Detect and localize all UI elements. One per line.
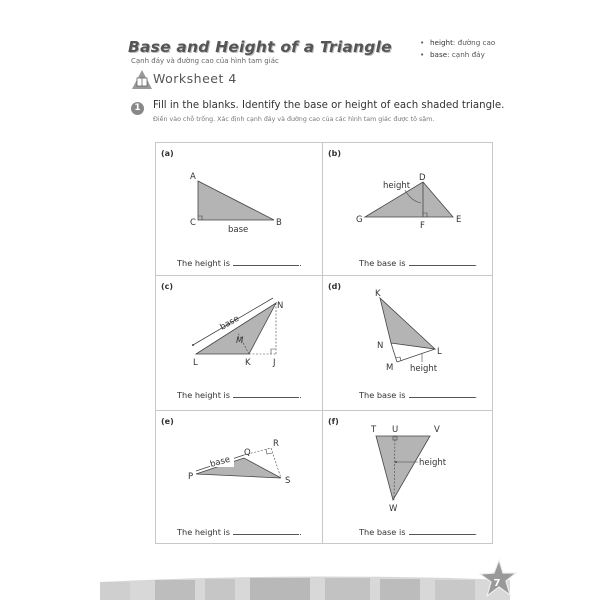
answer-line: The base is . (359, 390, 478, 400)
svg-text:R: R (273, 439, 279, 449)
problem-cell-b (323, 143, 493, 276)
problem-cell-d (323, 276, 493, 411)
question-text: Fill in the blanks. Identify the base or height of each shaded triangle. (153, 100, 505, 111)
svg-text:N: N (277, 301, 284, 311)
problem-label: (e) (161, 417, 174, 426)
problem-cell-c (156, 276, 323, 411)
answer-prompt: The height is (177, 390, 231, 400)
answer-blank[interactable] (233, 527, 299, 535)
svg-text:Q: Q (244, 448, 251, 458)
answer-line: The base is . (359, 258, 478, 268)
answer-line: The height is . (177, 390, 302, 400)
answer-blank[interactable] (409, 258, 475, 266)
svg-text:G: G (356, 215, 363, 225)
answer-line: The base is . (359, 527, 478, 537)
svg-text:B: B (276, 218, 282, 228)
answer-blank[interactable] (233, 390, 299, 398)
svg-text:V: V (434, 425, 440, 435)
triangle-diagram-e (156, 411, 323, 511)
triangle-diagram-a (156, 143, 323, 243)
svg-text:height: height (419, 458, 447, 468)
vocab-term: base (430, 50, 448, 59)
svg-text:J: J (273, 358, 276, 368)
svg-text:A: A (190, 172, 196, 182)
answer-prompt: The height is (177, 258, 231, 268)
triangle-diagram-f (323, 411, 493, 511)
svg-text:W: W (389, 504, 398, 511)
svg-text:L: L (193, 358, 198, 368)
answer-prompt: The base is (359, 390, 406, 400)
vocab-term: height (430, 38, 453, 47)
svg-text:L: L (437, 347, 442, 357)
answer-blank[interactable] (409, 390, 475, 398)
answer-prompt: The height is (177, 527, 231, 537)
worksheet-book-icon (131, 69, 153, 91)
svg-text:height: height (383, 181, 411, 191)
footer-banner (100, 572, 510, 600)
vocab-translation: đường cao (457, 38, 496, 47)
svg-text:F: F (420, 221, 425, 231)
page-number-star-icon (475, 558, 517, 600)
triangle-diagram-d (323, 276, 493, 376)
answer-blank[interactable] (409, 527, 475, 535)
vocab-translation: cạnh đáy (451, 50, 485, 59)
answer-line: The height is . (177, 258, 302, 268)
svg-text:K: K (375, 289, 381, 299)
svg-text:C: C (190, 218, 196, 228)
problem-label: (d) (328, 282, 342, 291)
page-title: Base and Height of a Triangle (128, 38, 392, 56)
problem-label: (b) (328, 149, 342, 158)
problem-cell-a (156, 143, 323, 276)
problem-cell-e (156, 411, 323, 544)
vocab-item: • height: đường cao (420, 37, 495, 49)
svg-text:base: base (209, 454, 232, 470)
svg-text:height: height (410, 364, 438, 374)
page-subtitle: Cạnh đáy và đường cao của hình tam giác (131, 57, 279, 65)
question-number-badge: 1 (131, 102, 144, 115)
page-number: 7 (493, 578, 501, 589)
svg-text:base: base (218, 313, 242, 333)
problem-cell-f (323, 411, 493, 544)
problem-label: (f) (328, 417, 339, 426)
svg-text:S: S (285, 476, 291, 486)
svg-text:P: P (188, 472, 194, 482)
problem-label: (c) (161, 282, 174, 291)
answer-line: The height is . (177, 527, 302, 537)
problem-label: (a) (161, 149, 174, 158)
answer-prompt: The base is (359, 527, 406, 537)
svg-text:D: D (419, 173, 426, 183)
answer-prompt: The base is (359, 258, 406, 268)
triangle-diagram-b (323, 143, 493, 243)
svg-text:T: T (371, 425, 377, 435)
problem-grid (155, 142, 493, 544)
svg-text:base: base (228, 225, 249, 235)
answer-blank[interactable] (233, 258, 299, 266)
triangle-diagram-c (156, 276, 323, 376)
vocabulary-list (420, 37, 495, 61)
svg-text:E: E (456, 215, 462, 225)
svg-text:N: N (377, 341, 384, 351)
question-translation: Điền vào chỗ trống. Xác định cạnh đáy và đường cao của các hình tam giác được tô sậm. (153, 116, 435, 123)
svg-text:M: M (236, 336, 244, 346)
svg-text:U: U (392, 425, 399, 435)
svg-text:K: K (245, 358, 251, 368)
worksheet-label: Worksheet 4 (153, 71, 237, 86)
vocab-item: • base: cạnh đáy (420, 49, 495, 61)
svg-text:M: M (386, 363, 394, 373)
